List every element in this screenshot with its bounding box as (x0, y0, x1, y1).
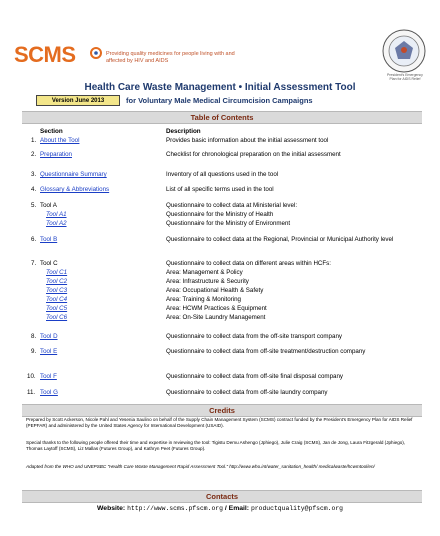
toc-link-tool-b[interactable]: Tool B (40, 236, 58, 243)
toc-link-tool-a1[interactable]: Tool A1 (46, 211, 67, 218)
website-link[interactable]: http://www.scms.pfscm.org (127, 505, 223, 512)
toc-row-description: Questionnaire for the Ministry of Environment (166, 220, 291, 227)
toc-row-description: Questionnaire to collect data on different areas within HCFs: (166, 260, 331, 267)
seal-caption: President's Emergency Plan for AIDS Relief (387, 73, 423, 81)
section-column-header: Section (40, 128, 63, 135)
toc-heading: Table of Contents (190, 113, 254, 122)
toc-section-tool-c: Tool C (40, 260, 58, 267)
scms-logo: SCMS (14, 42, 76, 67)
toc-row-number: 5. (31, 202, 37, 209)
toc-link-tool-g[interactable]: Tool G (40, 389, 58, 396)
toc-link-glossary[interactable]: Glossary & Abbreviations (40, 186, 110, 193)
description-column-header: Description (166, 128, 201, 135)
toc-link-tool-c2[interactable]: Tool C2 (46, 278, 68, 285)
toc-row-number: 8. (31, 333, 37, 340)
toc-row-description: List of all specific terms used in the tool (166, 186, 274, 193)
toc-link-tool-e[interactable]: Tool E (40, 348, 58, 355)
toc-link-tool-c5[interactable]: Tool C5 (46, 305, 68, 312)
toc-row-description: Questionnaire to collect data from the off-site transport company (166, 333, 342, 340)
toc-row-number: 3. (31, 171, 37, 178)
pepfar-seal-icon (381, 28, 427, 74)
toc-row-description: Area: On-Site Laundry Management (166, 314, 266, 321)
toc-row-description: Area: Training & Monitoring (166, 296, 241, 303)
toc-row-description: Checklist for chronological preparation on the initial assessment (166, 151, 341, 158)
website-label: Website: (97, 505, 126, 512)
toc-link-preparation[interactable]: Preparation (40, 151, 72, 158)
toc-row-number: 7. (31, 260, 37, 267)
toc-row-description: Questionnaire to collect data from off-site laundry company (166, 389, 328, 396)
toc-row-description: Area: Infrastructure & Security (166, 278, 249, 285)
toc-link-tool-d[interactable]: Tool D (40, 333, 58, 340)
toc-link-tool-f[interactable]: Tool F (40, 373, 57, 380)
credits-heading-bar (22, 404, 422, 417)
page-subtitle: for Voluntary Male Medical Circumcision Campaigns (126, 96, 313, 105)
toc-row-number: 10. (27, 373, 36, 380)
contacts-heading: Contacts (205, 492, 239, 501)
toc-link-tool-c1[interactable]: Tool C1 (46, 269, 68, 276)
credits-prepared-by: Prepared by Scott Ackerson, Nicole Pahl and Yesenia Saulino on behalf of the Supply Chain Management System (SCMS) contract funded by the President's Emergency Plan for AIDS Relief (PEPFAR) and administered by the United States Agency for International Development (USAID). (26, 417, 413, 428)
contacts-separator: / (224, 505, 227, 512)
toc-link-tool-c4[interactable]: Tool C4 (46, 296, 68, 303)
credits-heading: Credits (209, 406, 235, 415)
contacts-line (0, 505, 440, 512)
email-link[interactable]: productquality@pfscm.org (250, 505, 343, 512)
toc-link-questionnaire-summary[interactable]: Questionnaire Summary (40, 171, 107, 178)
toc-row-number: 9. (31, 348, 37, 355)
version-badge: Version June 2013 (36, 95, 120, 106)
toc-section-tool-a: Tool A (40, 202, 57, 209)
email-label: Email: (228, 505, 250, 512)
credits-adapted-from: Adapted from the WHO and UNEPSBC "Health Care Waste Management Rapid Assessment Tool." http://www.who.int/water_sanitation_health/ medicalwaste/hcwmtool/en/ (26, 464, 375, 469)
toc-row-description: Provides basic information about the initial assessment tool (166, 137, 329, 144)
toc-row-description: Area: Management & Policy (166, 269, 243, 276)
logo-tagline: Providing quality medicines for people living with and affected by HIV and AIDS (106, 51, 235, 64)
toc-row-description: Questionnaire to collect data from off-site final disposal company (166, 373, 344, 380)
toc-row-description: Questionnaire to collect data at the Regional, Provincial or Municipal Authority level (166, 236, 394, 243)
contacts-heading-bar (22, 490, 422, 503)
toc-heading-bar (22, 111, 422, 124)
toc-row-number: 11. (27, 389, 36, 396)
toc-link-tool-c6[interactable]: Tool C6 (46, 314, 68, 321)
credits-special-thanks: Special thanks to the following people offered their time and expertise in reviewing the tool: Tigistu Demu Ashengo (Jphiego), Julie Craig (SCMS), Jan de Jong, Laura Fitzgerald (Jphiego), Thomas Laytoff (SCMS), Liz Mallas (Futures Group), and Kathryn Peet (Futures Group). (26, 440, 406, 451)
toc-link-tool-a2[interactable]: Tool A2 (46, 220, 67, 227)
page-title: Health Care Waste Management • Initial Assessment Tool (84, 82, 356, 93)
toc-row-description: Questionnaire to collect data from off-site treatment/destruction company (166, 348, 366, 355)
toc-row-number: 6. (31, 236, 37, 243)
toc-row-number: 1. (31, 137, 37, 144)
toc-row-number: 4. (31, 186, 37, 193)
toc-row-description: Questionnaire to collect data at Ministerial level: (166, 202, 298, 209)
toc-link-tool-c3[interactable]: Tool C3 (46, 287, 68, 294)
scms-swirl-icon (89, 46, 103, 60)
toc-row-description: Inventory of all questions used in the tool (166, 171, 279, 178)
toc-row-description: Area: Occupational Health & Safety (166, 287, 264, 294)
toc-row-description: Area: HCWM Practices & Equipment (166, 305, 267, 312)
toc-link-about-the-tool[interactable]: About the Tool (40, 137, 80, 144)
toc-row-description: Questionnaire for the Ministry of Health (166, 211, 274, 218)
toc-row-number: 2. (31, 151, 37, 158)
